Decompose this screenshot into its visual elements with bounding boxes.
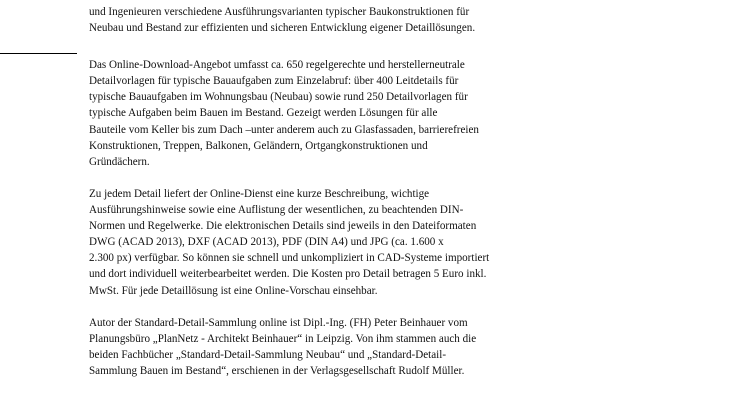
footnote-separator-rule bbox=[0, 53, 77, 54]
text-line: Normen und Regelwerke. Die elektronischen Details sind jeweils in den Dateiformaten bbox=[89, 220, 477, 233]
text-line: Ausführungshinweise sowie eine Auflistung der wesentlichen, zu beachtenden DIN- bbox=[89, 204, 464, 217]
text-line: Das Online-Download-Angebot umfasst ca. 650 regelgerechte und herstellerneutrale bbox=[89, 59, 465, 72]
paragraph-gap bbox=[89, 170, 559, 186]
service-paragraph bbox=[89, 186, 559, 299]
text-line: 2.300 px) verfügbar. So können sie schnell und unkompliziert in CAD-Systeme importiert bbox=[89, 252, 490, 265]
text-line: Konstruktionen, Treppen, Balkonen, Geländern, Ortgangkonstruktionen und bbox=[89, 139, 428, 152]
text-line: Detailvorlagen für typische Bauaufgaben zum Einzelabruf: über 400 Leitdetails für bbox=[89, 75, 459, 88]
author-paragraph bbox=[89, 315, 559, 379]
paragraph-gap bbox=[89, 299, 559, 315]
text-line: typische Bauaufgaben im Wohnungsbau (Neubau) sowie rund 250 Detailvorlagen für bbox=[89, 91, 468, 104]
text-line: Zu jedem Detail liefert der Online-Dienst eine kurze Beschreibung, wichtige bbox=[89, 187, 430, 200]
text-line: DWG (ACAD 2013), DXF (ACAD 2013), PDF (DIN A4) und JPG (ca. 1.600 x bbox=[89, 236, 444, 249]
text-line: Autor der Standard-Detail-Sammlung online ist Dipl.-Ing. (FH) Peter Beinhauer vom bbox=[89, 316, 468, 329]
intro-paragraph-tail bbox=[89, 4, 559, 36]
article-body bbox=[89, 4, 559, 379]
text-line: Gründächern. bbox=[89, 155, 150, 168]
text-line: beiden Fachbücher „Standard-Detail-Sammlung Neubau“ und „Standard-Detail- bbox=[89, 348, 447, 361]
text-line: Planungsbüro „PlanNetz - Architekt Beinhauer“ in Leipzig. Von ihm stammen auch die bbox=[89, 332, 477, 345]
text-line: MwSt. Für jede Detaillösung ist eine Online-Vorschau einsehbar. bbox=[89, 284, 378, 297]
text-line: typische Aufgaben beim Bauen im Bestand. Gezeigt werden Lösungen für alle bbox=[89, 107, 438, 120]
offer-paragraph bbox=[89, 57, 559, 170]
text-line: und Ingenieuren verschiedene Ausführungsvarianten typischer Baukonstruktionen für bbox=[89, 6, 470, 18]
paragraph-gap bbox=[89, 36, 559, 57]
text-line: Bauteile vom Keller bis zum Dach –unter anderem auch zu Glasfassaden, barrierefreien bbox=[89, 123, 479, 136]
text-line: und dort individuell weiterbearbeitet werden. Die Kosten pro Detail betragen 5 Euro inkl. bbox=[89, 268, 487, 281]
text-line: Neubau und Bestand zur effizienten und sicheren Entwicklung eigener Detaillösungen. bbox=[89, 22, 476, 35]
text-line: Sammlung Bauen im Bestand“, erschienen in der Verlagsgesellschaft Rudolf Müller. bbox=[89, 364, 465, 377]
